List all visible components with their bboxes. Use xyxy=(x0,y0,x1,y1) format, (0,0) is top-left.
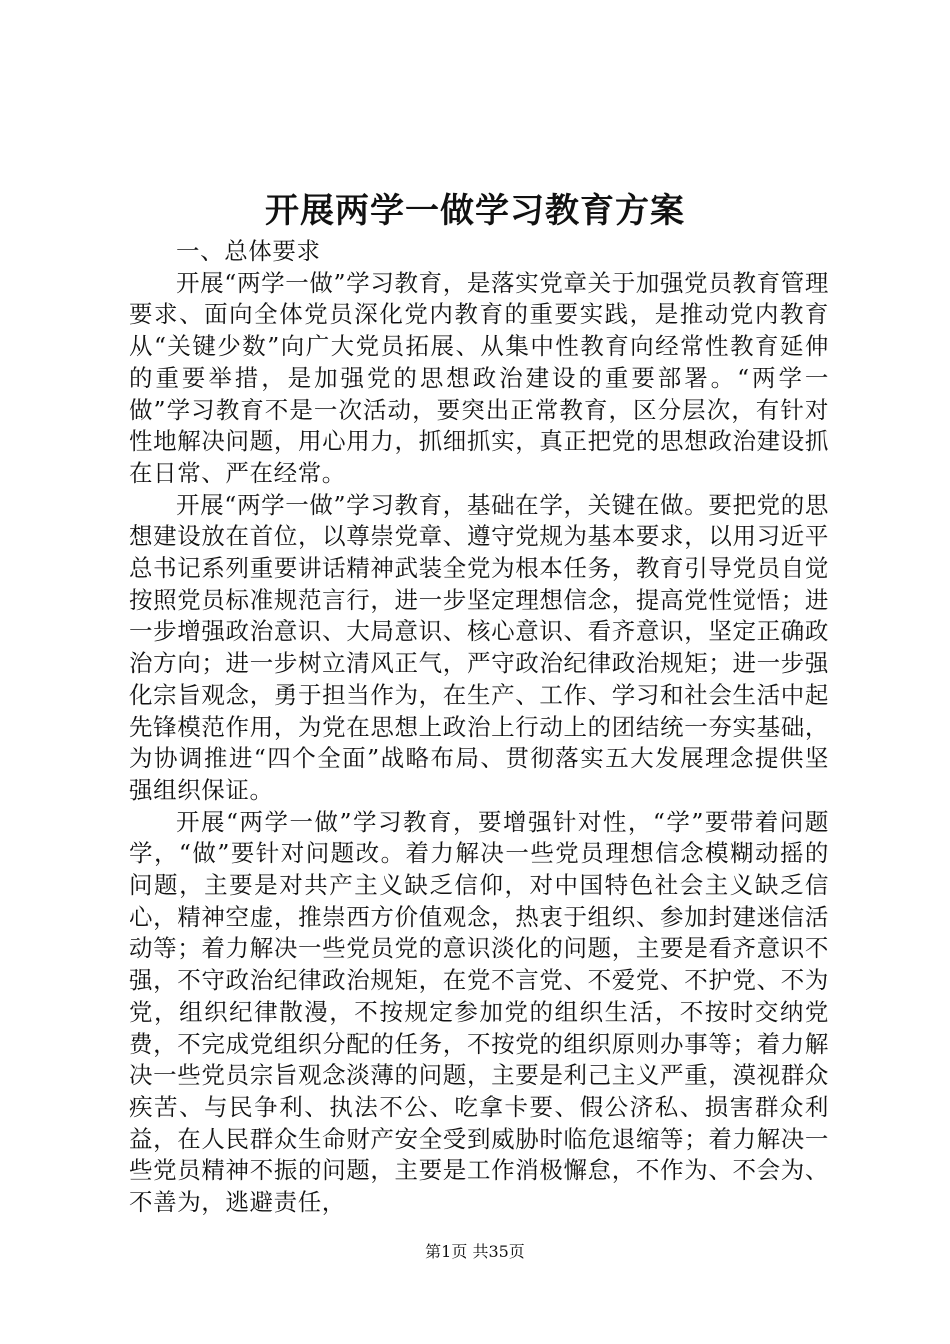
paragraph-3: 开展“两学一做”学习教育，要增强针对性，“学”要带着问题学，“做”要针对问题改。着力解决一些党员理想信念模糊动摇的问题，主要是对共产主义缺乏信仰，对中国特色社会主义缺乏信心，精神空虚，推崇西方价值观念，热衷于组织、参加封建迷信活动等；着力解决一些党员党的意识淡化的问题，主要是看齐意识不强，不守政治纪律政治规矩，在党不言党、不爱党、不护党、不为党，组织纪律散漫，不按规定参加党的组织生活，不按时交纳党费，不完成党组织分配的任务，不按党的组织原则办事等；着力解决一些党员宗旨观念淡薄的问题，主要是利己主义严重，漠视群众疾苦、与民争利、执法不公、吃拿卡要、假公济私、损害群众利益，在人民群众生命财产安全受到威胁时临危退缩等；着力解决一些党员精神不振的问题，主要是工作消极懈怠，不作为、不会为、不善为，逃避责任， xyxy=(129,807,829,1217)
paragraph-2: 开展“两学一做”学习教育，基础在学，关键在做。要把党的思想建设放在首位，以尊崇党章、遵守党规为基本要求，以用习近平总书记系列重要讲话精神武装全党为根本任务，教育引导党员自觉按照党员标准规范言行，进一步坚定理想信念，提高党性觉悟；进一步增强政治意识、大局意识、核心意识、看齐意识，坚定正确政治方向；进一步树立清风正气，严守政治纪律政治规矩；进一步强化宗旨观念，勇于担当作为，在生产、工作、学习和社会生活中起先锋模范作用，为党在思想上政治上行动上的团结统一夯实基础，为协调推进“四个全面”战略布局、贯彻落实五大发展理念提供坚强组织保证。 xyxy=(129,490,829,804)
page-number-footer: 第1页 共35页 xyxy=(425,1242,525,1261)
document-body xyxy=(129,236,829,1219)
document-title: 开展两学一做学习教育方案 xyxy=(265,191,685,231)
section-heading: 一、总体要求 xyxy=(176,237,321,265)
paragraph-1: 开展“两学一做”学习教育，是落实党章关于加强党员教育管理要求、面向全体党员深化党内教育的重要实践，是推动党内教育从“关键少数”向广大党员拓展、从集中性教育向经常性教育延伸的重要举措，是加强党的思想政治建设的重要部署。“两学一做”学习教育不是一次活动，要突出正常教育，区分层次，有针对性地解决问题，用心用力，抓细抓实，真正把党的思想政治建设抓在日常、严在经常。 xyxy=(129,268,829,487)
